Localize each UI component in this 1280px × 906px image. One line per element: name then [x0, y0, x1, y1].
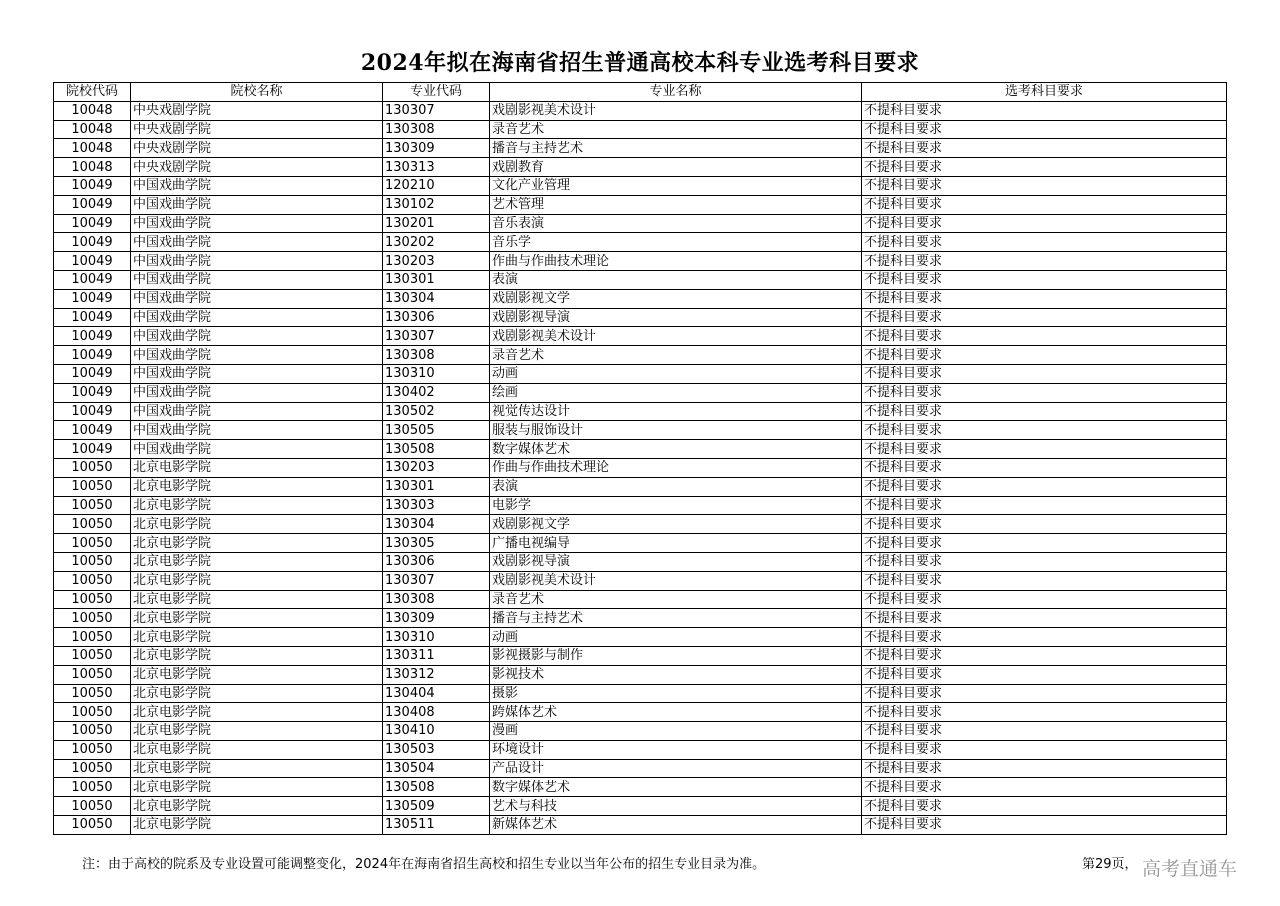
cell-school-name: 中国戏曲学院: [131, 402, 383, 421]
cell-major-code: 130310: [383, 628, 490, 647]
cell-school-code: 10050: [54, 477, 131, 496]
cell-school-code: 10049: [54, 308, 131, 327]
cell-school-name: 北京电影学院: [131, 703, 383, 722]
table-row: [54, 195, 1227, 214]
header-subject-requirement: 选考科目要求: [862, 83, 1227, 102]
cell-school-code: 10049: [54, 440, 131, 459]
header-major-code: 专业代码: [383, 83, 490, 102]
cell-subject-requirement: 不提科目要求: [862, 402, 1227, 421]
table-row: [54, 158, 1227, 177]
cell-school-name: 中国戏曲学院: [131, 252, 383, 271]
cell-subject-requirement: 不提科目要求: [862, 176, 1227, 195]
cell-school-code: 10049: [54, 252, 131, 271]
cell-school-code: 10050: [54, 722, 131, 741]
cell-major-code: 130309: [383, 609, 490, 628]
cell-subject-requirement: 不提科目要求: [862, 364, 1227, 383]
cell-school-name: 北京电影学院: [131, 496, 383, 515]
cell-school-code: 10048: [54, 101, 131, 120]
cell-school-name: 北京电影学院: [131, 477, 383, 496]
cell-school-code: 10049: [54, 195, 131, 214]
cell-school-name: 北京电影学院: [131, 722, 383, 741]
cell-major-name: 电影学: [490, 496, 862, 515]
table-row: [54, 609, 1227, 628]
cell-school-name: 北京电影学院: [131, 534, 383, 553]
cell-school-code: 10048: [54, 158, 131, 177]
cell-school-name: 北京电影学院: [131, 609, 383, 628]
cell-school-name: 北京电影学院: [131, 628, 383, 647]
table-row: [54, 346, 1227, 365]
table-row: [54, 214, 1227, 233]
cell-major-code: 130408: [383, 703, 490, 722]
cell-school-code: 10049: [54, 214, 131, 233]
cell-major-name: 录音艺术: [490, 590, 862, 609]
cell-school-code: 10050: [54, 684, 131, 703]
cell-major-name: 环境设计: [490, 740, 862, 759]
table-row: [54, 289, 1227, 308]
cell-school-code: 10049: [54, 383, 131, 402]
cell-school-code: 10050: [54, 628, 131, 647]
cell-subject-requirement: 不提科目要求: [862, 421, 1227, 440]
cell-major-name: 作曲与作曲技术理论: [490, 252, 862, 271]
cell-major-code: 130310: [383, 364, 490, 383]
table-row: [54, 684, 1227, 703]
cell-subject-requirement: 不提科目要求: [862, 496, 1227, 515]
cell-school-name: 中国戏曲学院: [131, 383, 383, 402]
cell-subject-requirement: 不提科目要求: [862, 214, 1227, 233]
cell-major-name: 新媒体艺术: [490, 816, 862, 835]
cell-major-code: 120210: [383, 176, 490, 195]
cell-major-name: 音乐表演: [490, 214, 862, 233]
cell-major-code: 130313: [383, 158, 490, 177]
cell-school-name: 中国戏曲学院: [131, 195, 383, 214]
cell-major-code: 130306: [383, 552, 490, 571]
table-row: [54, 703, 1227, 722]
cell-major-name: 录音艺术: [490, 346, 862, 365]
cell-major-code: 130505: [383, 421, 490, 440]
cell-school-name: 中国戏曲学院: [131, 308, 383, 327]
table-row: [54, 233, 1227, 252]
cell-subject-requirement: 不提科目要求: [862, 120, 1227, 139]
cell-school-code: 10050: [54, 703, 131, 722]
cell-major-name: 广播电视编导: [490, 534, 862, 553]
page-number: 第29页，: [1082, 857, 1138, 872]
cell-major-name: 戏剧影视文学: [490, 289, 862, 308]
cell-subject-requirement: 不提科目要求: [862, 233, 1227, 252]
cell-subject-requirement: 不提科目要求: [862, 101, 1227, 120]
cell-major-name: 动画: [490, 628, 862, 647]
cell-major-name: 戏剧影视美术设计: [490, 571, 862, 590]
header-major-name: 专业名称: [490, 83, 862, 102]
cell-school-name: 中国戏曲学院: [131, 440, 383, 459]
cell-major-code: 130502: [383, 402, 490, 421]
header-row: [54, 83, 1227, 102]
cell-subject-requirement: 不提科目要求: [862, 590, 1227, 609]
cell-school-name: 北京电影学院: [131, 571, 383, 590]
cell-school-code: 10050: [54, 496, 131, 515]
cell-major-name: 影视技术: [490, 665, 862, 684]
cell-major-code: 130503: [383, 740, 490, 759]
cell-school-name: 北京电影学院: [131, 665, 383, 684]
cell-subject-requirement: 不提科目要求: [862, 327, 1227, 346]
cell-school-code: 10050: [54, 590, 131, 609]
cell-major-name: 艺术管理: [490, 195, 862, 214]
cell-major-code: 130305: [383, 534, 490, 553]
cell-major-code: 130509: [383, 797, 490, 816]
cell-school-name: 中国戏曲学院: [131, 364, 383, 383]
cell-school-code: 10049: [54, 346, 131, 365]
table-row: [54, 252, 1227, 271]
table-row: [54, 120, 1227, 139]
table-row: [54, 327, 1227, 346]
cell-major-code: 130508: [383, 440, 490, 459]
table-row: [54, 628, 1227, 647]
cell-subject-requirement: 不提科目要求: [862, 552, 1227, 571]
cell-school-code: 10050: [54, 458, 131, 477]
cell-subject-requirement: 不提科目要求: [862, 609, 1227, 628]
cell-school-code: 10048: [54, 139, 131, 158]
cell-major-name: 漫画: [490, 722, 862, 741]
cell-subject-requirement: 不提科目要求: [862, 139, 1227, 158]
cell-subject-requirement: 不提科目要求: [862, 252, 1227, 271]
table-row: [54, 458, 1227, 477]
cell-school-name: 北京电影学院: [131, 816, 383, 835]
table-row: [54, 421, 1227, 440]
cell-school-name: 中国戏曲学院: [131, 289, 383, 308]
cell-major-name: 摄影: [490, 684, 862, 703]
table-row: [54, 477, 1227, 496]
cell-school-name: 北京电影学院: [131, 515, 383, 534]
cell-major-code: 130304: [383, 515, 490, 534]
cell-school-name: 中央戏剧学院: [131, 120, 383, 139]
cell-major-code: 130307: [383, 101, 490, 120]
cell-school-code: 10050: [54, 740, 131, 759]
cell-school-code: 10049: [54, 270, 131, 289]
cell-school-name: 中央戏剧学院: [131, 139, 383, 158]
cell-subject-requirement: 不提科目要求: [862, 289, 1227, 308]
cell-school-name: 中国戏曲学院: [131, 233, 383, 252]
cell-school-code: 10049: [54, 176, 131, 195]
cell-major-name: 播音与主持艺术: [490, 609, 862, 628]
cell-school-code: 10050: [54, 571, 131, 590]
table-row: [54, 364, 1227, 383]
cell-major-code: 130511: [383, 816, 490, 835]
cell-school-code: 10050: [54, 609, 131, 628]
cell-subject-requirement: 不提科目要求: [862, 797, 1227, 816]
cell-subject-requirement: 不提科目要求: [862, 571, 1227, 590]
cell-subject-requirement: 不提科目要求: [862, 158, 1227, 177]
cell-subject-requirement: 不提科目要求: [862, 778, 1227, 797]
cell-major-name: 音乐学: [490, 233, 862, 252]
cell-major-name: 录音艺术: [490, 120, 862, 139]
cell-school-code: 10049: [54, 364, 131, 383]
cell-major-name: 戏剧影视导演: [490, 308, 862, 327]
cell-school-code: 10050: [54, 759, 131, 778]
cell-school-name: 北京电影学院: [131, 778, 383, 797]
cell-subject-requirement: 不提科目要求: [862, 703, 1227, 722]
cell-major-code: 130308: [383, 590, 490, 609]
table-row: [54, 552, 1227, 571]
cell-major-name: 艺术与科技: [490, 797, 862, 816]
table-row: [54, 308, 1227, 327]
cell-subject-requirement: 不提科目要求: [862, 383, 1227, 402]
cell-major-name: 影视摄影与制作: [490, 646, 862, 665]
table-row: [54, 515, 1227, 534]
table-row: [54, 176, 1227, 195]
cell-major-name: 数字媒体艺术: [490, 440, 862, 459]
cell-subject-requirement: 不提科目要求: [862, 684, 1227, 703]
cell-school-code: 10050: [54, 515, 131, 534]
cell-major-name: 戏剧影视美术设计: [490, 101, 862, 120]
subject-requirements-table: [53, 82, 1227, 835]
table-row: [54, 496, 1227, 515]
cell-subject-requirement: 不提科目要求: [862, 270, 1227, 289]
cell-school-code: 10050: [54, 778, 131, 797]
cell-subject-requirement: 不提科目要求: [862, 346, 1227, 365]
table-row: [54, 402, 1227, 421]
cell-subject-requirement: 不提科目要求: [862, 440, 1227, 459]
cell-subject-requirement: 不提科目要求: [862, 759, 1227, 778]
watermark-text: 高考直通车: [1142, 858, 1238, 880]
cell-school-name: 北京电影学院: [131, 590, 383, 609]
cell-major-name: 表演: [490, 477, 862, 496]
cell-subject-requirement: 不提科目要求: [862, 477, 1227, 496]
table-row: [54, 383, 1227, 402]
cell-school-code: 10048: [54, 120, 131, 139]
cell-major-code: 130308: [383, 346, 490, 365]
cell-school-name: 北京电影学院: [131, 684, 383, 703]
cell-major-name: 表演: [490, 270, 862, 289]
header-school-name: 院校名称: [131, 83, 383, 102]
table-body: [54, 101, 1227, 834]
table-row: [54, 759, 1227, 778]
cell-major-name: 动画: [490, 364, 862, 383]
cell-school-name: 中央戏剧学院: [131, 101, 383, 120]
table-row: [54, 101, 1227, 120]
cell-school-name: 北京电影学院: [131, 552, 383, 571]
cell-school-name: 中国戏曲学院: [131, 421, 383, 440]
cell-school-name: 北京电影学院: [131, 759, 383, 778]
cell-major-code: 130307: [383, 327, 490, 346]
cell-major-code: 130404: [383, 684, 490, 703]
cell-school-code: 10050: [54, 552, 131, 571]
cell-subject-requirement: 不提科目要求: [862, 195, 1227, 214]
cell-school-code: 10049: [54, 233, 131, 252]
cell-subject-requirement: 不提科目要求: [862, 665, 1227, 684]
cell-major-code: 130201: [383, 214, 490, 233]
cell-subject-requirement: 不提科目要求: [862, 534, 1227, 553]
cell-school-name: 中国戏曲学院: [131, 176, 383, 195]
cell-school-code: 10049: [54, 421, 131, 440]
cell-major-name: 视觉传达设计: [490, 402, 862, 421]
cell-major-code: 130307: [383, 571, 490, 590]
cell-school-name: 北京电影学院: [131, 646, 383, 665]
cell-subject-requirement: 不提科目要求: [862, 646, 1227, 665]
cell-school-name: 中国戏曲学院: [131, 270, 383, 289]
table-row: [54, 139, 1227, 158]
cell-major-code: 130203: [383, 458, 490, 477]
cell-school-code: 10049: [54, 327, 131, 346]
cell-major-name: 跨媒体艺术: [490, 703, 862, 722]
cell-school-name: 北京电影学院: [131, 458, 383, 477]
cell-major-name: 播音与主持艺术: [490, 139, 862, 158]
cell-school-code: 10050: [54, 534, 131, 553]
cell-school-name: 北京电影学院: [131, 740, 383, 759]
table-row: [54, 665, 1227, 684]
cell-school-code: 10050: [54, 665, 131, 684]
cell-subject-requirement: 不提科目要求: [862, 740, 1227, 759]
page-title: 2024年拟在海南省招生普通高校本科专业选考科目要求: [360, 50, 920, 76]
cell-major-name: 戏剧影视导演: [490, 552, 862, 571]
cell-major-code: 130306: [383, 308, 490, 327]
cell-school-code: 10049: [54, 402, 131, 421]
cell-major-name: 产品设计: [490, 759, 862, 778]
table-row: [54, 440, 1227, 459]
cell-major-name: 文化产业管理: [490, 176, 862, 195]
cell-school-code: 10050: [54, 797, 131, 816]
cell-subject-requirement: 不提科目要求: [862, 816, 1227, 835]
cell-major-code: 130202: [383, 233, 490, 252]
cell-school-name: 中国戏曲学院: [131, 346, 383, 365]
cell-school-code: 10050: [54, 646, 131, 665]
cell-school-code: 10049: [54, 289, 131, 308]
cell-subject-requirement: 不提科目要求: [862, 515, 1227, 534]
table-row: [54, 816, 1227, 835]
header-school-code: 院校代码: [54, 83, 131, 102]
cell-major-code: 130303: [383, 496, 490, 515]
table-row: [54, 590, 1227, 609]
cell-major-name: 戏剧影视美术设计: [490, 327, 862, 346]
table-row: [54, 797, 1227, 816]
cell-major-code: 130504: [383, 759, 490, 778]
cell-subject-requirement: 不提科目要求: [862, 722, 1227, 741]
cell-subject-requirement: 不提科目要求: [862, 628, 1227, 647]
table-row: [54, 722, 1227, 741]
cell-major-code: 130309: [383, 139, 490, 158]
cell-major-name: 戏剧影视文学: [490, 515, 862, 534]
table-row: [54, 740, 1227, 759]
table-row: [54, 534, 1227, 553]
cell-major-code: 130508: [383, 778, 490, 797]
cell-school-name: 中央戏剧学院: [131, 158, 383, 177]
cell-major-code: 130301: [383, 270, 490, 289]
cell-school-name: 北京电影学院: [131, 797, 383, 816]
table-row: [54, 778, 1227, 797]
cell-major-code: 130308: [383, 120, 490, 139]
cell-major-code: 130203: [383, 252, 490, 271]
footnote: 注：由于高校的院系及专业设置可能调整变化，2024年在海南省招生高校和招生专业以当年公布的招生专业目录为准。: [82, 857, 766, 872]
cell-major-name: 戏剧教育: [490, 158, 862, 177]
table-row: [54, 270, 1227, 289]
cell-major-name: 数字媒体艺术: [490, 778, 862, 797]
table-row: [54, 571, 1227, 590]
cell-subject-requirement: 不提科目要求: [862, 458, 1227, 477]
cell-major-code: 130301: [383, 477, 490, 496]
cell-major-code: 130410: [383, 722, 490, 741]
cell-school-code: 10050: [54, 816, 131, 835]
cell-major-code: 130304: [383, 289, 490, 308]
cell-school-name: 中国戏曲学院: [131, 214, 383, 233]
cell-major-name: 服装与服饰设计: [490, 421, 862, 440]
cell-subject-requirement: 不提科目要求: [862, 308, 1227, 327]
cell-major-code: 130311: [383, 646, 490, 665]
cell-major-name: 作曲与作曲技术理论: [490, 458, 862, 477]
cell-major-name: 绘画: [490, 383, 862, 402]
table-row: [54, 646, 1227, 665]
cell-major-code: 130312: [383, 665, 490, 684]
cell-major-code: 130402: [383, 383, 490, 402]
cell-major-code: 130102: [383, 195, 490, 214]
cell-school-name: 中国戏曲学院: [131, 327, 383, 346]
